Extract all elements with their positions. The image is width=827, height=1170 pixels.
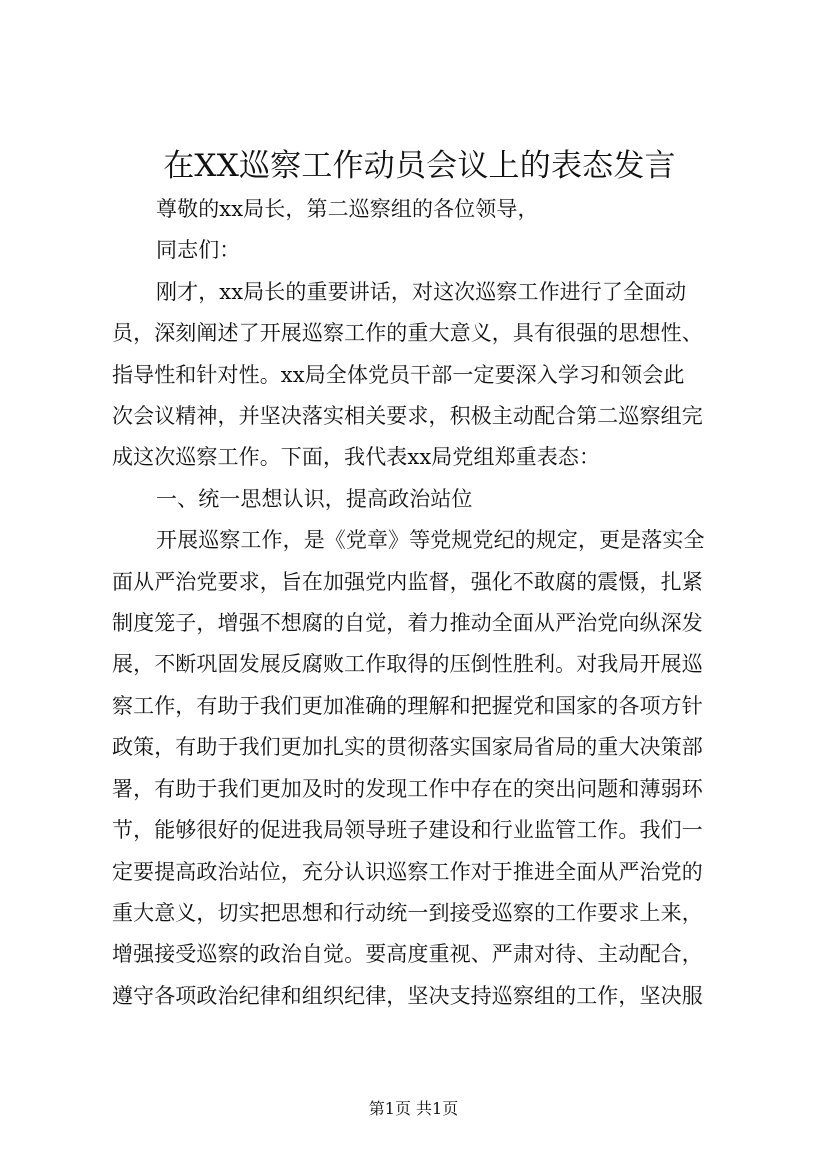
paragraph-line: 制度笼子，增强不想腐的自觉，着力推动全面从严治党向纵深发 xyxy=(112,611,703,636)
section-heading: 一、统一思想认识，提高政治站位 xyxy=(156,486,473,511)
paragraph-line: 遵守各项政治纪律和组织纪律，坚决支持巡察组的工作，坚决服 xyxy=(112,983,703,1008)
paragraph-line: 面从严治党要求，旨在加强党内监督，强化不敢腐的震慑，扎紧 xyxy=(112,569,703,594)
paragraph-line: 察工作，有助于我们更加准确的理解和把握党和国家的各项方针 xyxy=(112,693,703,718)
paragraph-line: 展，不断巩固发展反腐败工作取得的压倒性胜利。对我局开展巡 xyxy=(112,652,703,677)
paragraph-line: 开展巡察工作，是《党章》等党规党纪的规定，更是落实全 xyxy=(156,528,705,553)
document-title: 在XX巡察工作动员会议上的表态发言 xyxy=(163,148,676,184)
paragraph-line: 员，深刻阐述了开展巡察工作的重大意义，具有很强的思想性、 xyxy=(112,321,703,346)
paragraph-line: 成这次巡察工作。下面，我代表xx局党组郑重表态： xyxy=(112,445,601,470)
paragraph-2 xyxy=(112,520,727,1017)
salutation-line: 尊敬的xx局长，第二巡察组的各位领导， xyxy=(156,197,539,221)
paragraph-line: 署，有助于我们更加及时的发现工作中存在的突出问题和薄弱环 xyxy=(112,776,703,801)
paragraph-line: 政策，有助于我们更加扎实的贯彻落实国家局省局的重大决策部 xyxy=(112,735,703,760)
paragraph-line: 定要提高政治站位，充分认识巡察工作对于推进全面从严治党的 xyxy=(112,859,703,884)
paragraph-line: 重大意义，切实把思想和行动统一到接受巡察的工作要求上来， xyxy=(112,900,703,925)
paragraph-1 xyxy=(112,272,727,479)
paragraph-line: 次会议精神，并坚决落实相关要求，积极主动配合第二巡察组完 xyxy=(112,404,703,429)
paragraph-line: 节，能够很好的促进我局领导班子建设和行业监管工作。我们一 xyxy=(112,818,703,843)
page-footer: 第1页 共1页 xyxy=(368,1099,459,1118)
document-body xyxy=(112,144,727,1017)
paragraph-line: 指导性和针对性。xx局全体党员干部一定要深入学习和领会此 xyxy=(112,362,685,387)
paragraph-line: 刚才，xx局长的重要讲话，对这次巡察工作进行了全面动 xyxy=(156,279,687,304)
paragraph-line: 增强接受巡察的政治自觉。要高度重视、严肃对待、主动配合， xyxy=(112,942,703,967)
audience-line: 同志们： xyxy=(156,238,241,263)
